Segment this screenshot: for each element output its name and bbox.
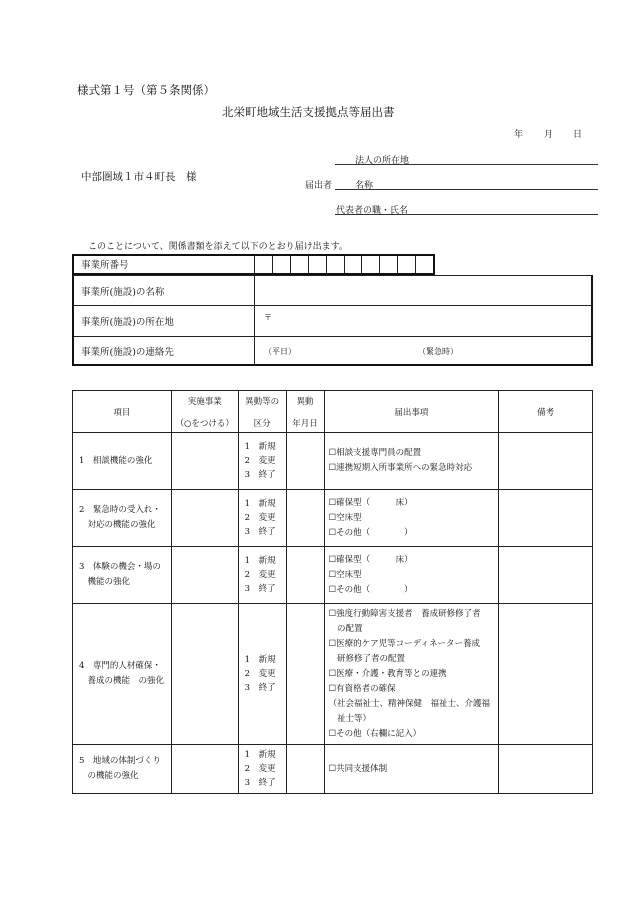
implemented-cell[interactable]: [171, 604, 238, 745]
table-row: [73, 433, 593, 490]
details-checkbox-item[interactable]: ☐相談支援専門員の配置: [328, 448, 422, 458]
postal-mark: 〒: [264, 313, 272, 322]
notifier-label: 届出者: [305, 181, 333, 191]
change-option: 1 新規: [244, 655, 276, 665]
implemented-cell[interactable]: [171, 547, 238, 604]
name-field[interactable]: [335, 189, 598, 190]
details-checkbox-item[interactable]: ☐その他（右欄に記入）: [328, 728, 422, 739]
change-option: 3 終了: [244, 683, 276, 693]
change-date-cell[interactable]: [286, 745, 324, 794]
change-option: 2 変更: [244, 570, 276, 580]
details-checkbox-item[interactable]: ☐有資格者の確保: [328, 683, 396, 694]
office-number-digit[interactable]: [308, 256, 326, 273]
change-type-cell[interactable]: [238, 547, 286, 604]
change-option: 2 変更: [244, 669, 276, 679]
item-label-line: 2 緊急時の受入れ・: [79, 505, 161, 515]
details-checkbox-item[interactable]: ☐確保型（ 床）: [328, 497, 413, 508]
details-cell: [324, 547, 499, 604]
header-details: 届出事項: [324, 391, 499, 433]
change-option: 1 新規: [244, 556, 276, 566]
office-address-field[interactable]: [274, 306, 591, 336]
item-label-line: 対応の機能の強化: [79, 520, 156, 530]
details-checkbox-item[interactable]: ☐空床型: [328, 569, 362, 580]
office-info-table: [72, 275, 593, 366]
item-label-line: 1 相談機能の強化: [79, 455, 153, 466]
change-option: 3 終了: [244, 778, 276, 788]
change-option: 1 新規: [244, 499, 276, 509]
details-cell: [324, 745, 499, 794]
item-label-line: 機能の強化: [79, 577, 131, 587]
change-option: 3 終了: [244, 584, 276, 594]
office-contact-label: 事業所(施設)の連絡先: [74, 337, 255, 365]
details-checkbox-item[interactable]: ☐空床型: [328, 512, 362, 523]
implemented-cell[interactable]: [171, 490, 238, 547]
office-address-row: [74, 306, 591, 337]
office-number-digit[interactable]: [361, 256, 379, 273]
remarks-cell[interactable]: [499, 433, 593, 490]
remarks-cell[interactable]: [499, 547, 593, 604]
addressee: 中部圏域１市４町長 様: [81, 171, 197, 183]
details-text-line: （社会福祉士、精神保健 福祉士、介護福: [328, 698, 491, 709]
change-type-cell[interactable]: [238, 604, 286, 745]
office-name-field[interactable]: [256, 276, 591, 305]
change-option: 3 終了: [244, 470, 276, 480]
change-option: 2 変更: [244, 764, 276, 774]
change-type-cell[interactable]: [238, 433, 286, 490]
contact-emergency-label: （緊急時）: [418, 347, 458, 356]
change-date-cell[interactable]: [286, 433, 324, 490]
change-option: 1 新規: [244, 442, 276, 452]
change-date-cell[interactable]: [286, 547, 324, 604]
table-row: [73, 490, 593, 547]
details-checkbox-item[interactable]: ☐その他（ ）: [328, 527, 413, 538]
change-date-cell[interactable]: [286, 604, 324, 745]
items-header-row: [73, 391, 593, 433]
table-row: [73, 604, 593, 745]
item-label: [73, 745, 172, 794]
header-implemented-line1: 実施事業: [187, 396, 222, 407]
remarks-cell[interactable]: [499, 604, 593, 745]
office-number-digit[interactable]: [344, 256, 362, 273]
change-option: 3 終了: [244, 527, 276, 537]
change-option: 2 変更: [244, 456, 276, 466]
details-text-line: の配置: [328, 623, 363, 634]
item-label-line: 3 体験の機会・場の: [79, 562, 161, 572]
office-number-digit[interactable]: [290, 256, 308, 273]
office-number-digit[interactable]: [415, 256, 433, 273]
office-number-digit[interactable]: [397, 256, 415, 273]
office-number-digit[interactable]: [379, 256, 397, 273]
header-implemented: [171, 391, 238, 433]
details-cell: [324, 490, 499, 547]
details-cell: [324, 433, 499, 490]
change-date-cell[interactable]: [286, 490, 324, 547]
header-change-date-line1: 異動: [296, 396, 314, 407]
change-option: 1 新規: [244, 750, 276, 760]
office-name-label: 事業所(施設)の名称: [74, 276, 255, 305]
representative-label: 代表者の職・氏名: [336, 206, 409, 216]
office-contact-row: [74, 337, 591, 365]
header-change-date: [286, 391, 324, 433]
office-address-label: 事業所(施設)の所在地: [74, 306, 255, 336]
intro-text: このことについて、関係書類を添えて以下のとおり届け出ます。: [88, 242, 348, 252]
item-label-line: の機能の強化: [79, 771, 139, 781]
details-checkbox-item[interactable]: ☐医療的ケア児等コーディネーター養成: [328, 638, 480, 649]
details-text-line: 研修修了者の配置: [328, 653, 406, 664]
office-number-label: 事業所番号: [81, 260, 129, 271]
details-text-line: 祉士等）: [328, 713, 372, 724]
details-checkbox-item[interactable]: ☐連携短期入所事業所への緊急時対応: [328, 463, 473, 473]
header-change-type: [238, 391, 286, 433]
header-change-type-line2: 区分: [253, 418, 271, 429]
date-day[interactable]: 日: [573, 130, 583, 140]
header-item: 項目: [73, 391, 172, 433]
details-checkbox-item[interactable]: ☐確保型（ 床）: [328, 554, 413, 565]
details-cell: [324, 604, 499, 745]
items-table: [72, 390, 593, 794]
details-checkbox-item[interactable]: ☐その他（ ）: [328, 584, 413, 595]
date-month[interactable]: 月: [544, 130, 554, 140]
details-checkbox-item[interactable]: ☐強度行動障害支援者 養成研修修了者: [328, 608, 481, 619]
office-number-digit[interactable]: [272, 256, 290, 273]
change-type-cell[interactable]: [238, 745, 286, 794]
corp-address-label: 法人の所在地: [355, 156, 410, 166]
table-row: [73, 745, 593, 794]
form-number: 様式第１号（第５条関係）: [77, 83, 215, 97]
remarks-cell[interactable]: [499, 490, 593, 547]
change-option: 2 変更: [244, 513, 276, 523]
implemented-cell[interactable]: [171, 433, 238, 490]
office-number-row: [72, 254, 435, 275]
office-number-digit[interactable]: [254, 256, 272, 273]
details-checkbox-item[interactable]: ☐医療・介護・教育等との連携: [328, 668, 447, 679]
implemented-cell[interactable]: [171, 745, 238, 794]
item-label: [73, 490, 172, 547]
header-implemented-line2: （○をつける）: [175, 418, 234, 429]
item-label-line: 養成の機能 の強化: [79, 676, 165, 686]
office-number-digit[interactable]: [326, 256, 344, 273]
change-type-cell[interactable]: [238, 490, 286, 547]
corp-address-field[interactable]: [335, 164, 598, 165]
details-checkbox-item[interactable]: ☐共同支援体制: [328, 763, 388, 774]
item-label-line: 4 専門的人材確保・: [79, 661, 161, 671]
representative-field[interactable]: [335, 214, 598, 215]
item-label: [73, 433, 172, 490]
header-remarks: 備考: [499, 391, 593, 433]
item-label-line: 5 地域の体制づくり: [79, 756, 161, 766]
office-name-row: [74, 276, 591, 306]
remarks-cell[interactable]: [499, 745, 593, 794]
header-change-date-line2: 年月日: [292, 418, 318, 429]
date-year[interactable]: 年: [514, 130, 524, 140]
contact-weekday-label: （平日）: [264, 347, 296, 356]
table-row: [73, 547, 593, 604]
header-change-type-line1: 異動等の: [245, 396, 280, 407]
item-label: [73, 547, 172, 604]
item-label: [73, 604, 172, 745]
name-label: 名称: [355, 181, 374, 191]
page-title: 北栄町地域生活支援拠点等届出書: [222, 105, 395, 119]
